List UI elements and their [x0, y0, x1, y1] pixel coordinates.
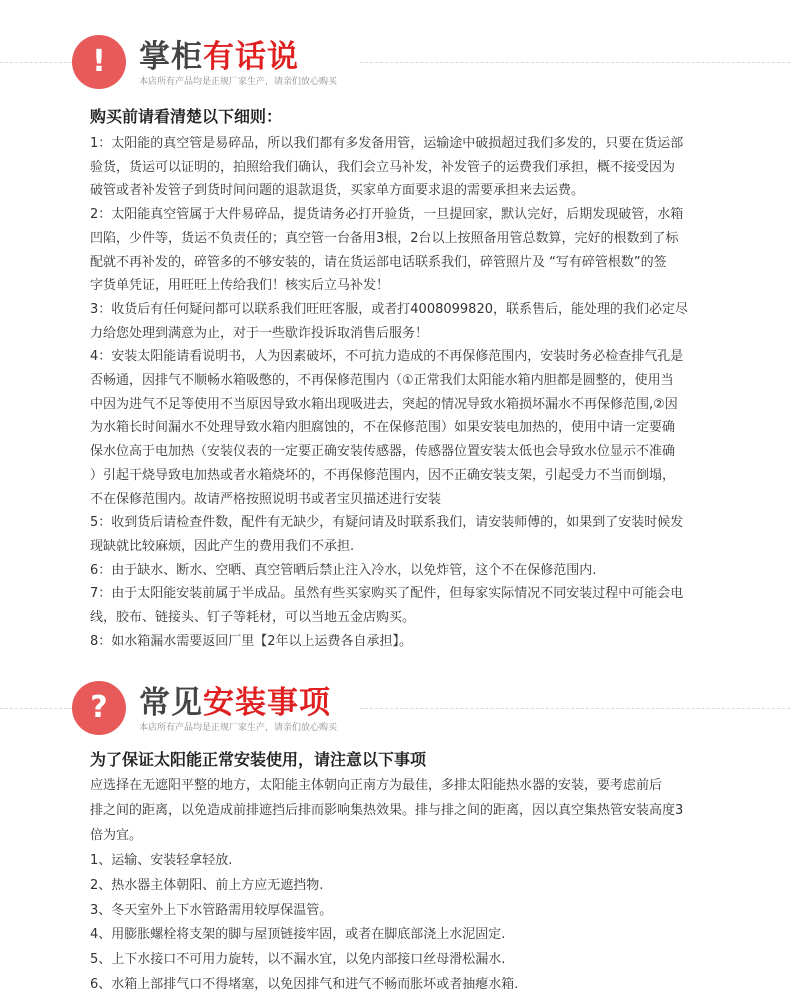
text-line: 现缺就比较麻烦，因此产生的费用我们不承担.	[90, 538, 355, 554]
section-title	[139, 31, 299, 76]
section-title-prefix: 掌柜	[139, 39, 203, 75]
text-line: 破管或者补发管子到货时间问题的退款退货，买家单方面要求退的需要承担来去运费。	[90, 183, 585, 199]
section-title-highlight: 安装事项	[203, 685, 331, 721]
notice-subtitle: 购买前请看清楚以下细则：	[90, 107, 283, 126]
section-title-highlight: 有话说	[203, 39, 299, 75]
text-line: 验货，货运可以证明的，拍照给我们确认，我们会立马补发，补发管子的运费我们承担，概不接受因为	[90, 159, 676, 175]
text-line: 排之间的距离，以免造成前排遮挡后排而影响集热效果。排与排之间的距离，因以真空集热管安装高度3	[90, 802, 684, 818]
text-line: 字货单凭证，用旺旺上传给我们！核实后立马补发！	[90, 278, 390, 294]
text-line: 力给您处理到满意为止，对于一些歇诈投诉取消售后服务！	[90, 325, 429, 341]
text-line: 8：如水箱漏水需要返回厂里【2年以上运费各自承担】。	[90, 633, 413, 649]
divider-left	[0, 62, 72, 63]
section-subline: 本店所有产品均是正规厂家生产，请亲们放心购买	[139, 77, 338, 87]
text-line: 6、水箱上部排气口不得堵塞，以免因排气和进气不畅而胀坏或者抽瘪水箱.	[90, 977, 519, 993]
question-icon: ?	[72, 681, 126, 735]
divider-right	[360, 62, 790, 63]
divider-right	[360, 708, 790, 709]
text-line: 中因为进气不足等使用不当原因导致水箱出现吸进去，突起的情况导致水箱损坏漏水不再保修范围,②因	[90, 396, 678, 412]
text-line: 保水位高于电加热（安装仪表的一定要正确安装传感器，传感器位置安装太低也会导致水位显示不准确	[90, 444, 676, 460]
section-title-prefix: 常见	[139, 685, 203, 721]
text-line: 配就不再补发的，碎管多的不够安装的，请在货运部电话联系我们，碎管照片及 “写有碎管根数”的签	[90, 254, 667, 270]
text-line: 6：由于缺水、断水、空晒、真空管晒后禁止注入冷水，以免炸管，这个不在保修范围内.	[90, 562, 597, 578]
text-line: 不在保修范围内。故请严格按照说明书或者宝贝描述进行安装	[90, 491, 442, 507]
section-title	[139, 677, 331, 722]
text-line: 线，胶布、链接头、钉子等耗材，可以当地五金店购买。	[90, 610, 416, 625]
text-line: 7：由于太阳能安装前属于半成品。虽然有些买家购买了配件，但每家实际情况不同安装过程中可能会电	[90, 586, 684, 602]
install-subtitle: 为了保证太阳能正常安装使用，请注意以下事项	[90, 750, 427, 769]
text-line: 2：太阳能真空管属于大件易碎品，提货请务必打开验货，一旦提回家，默认完好，后期发现破管，水箱	[90, 207, 684, 223]
text-line: 1、运输、安装轻拿轻放.	[90, 852, 233, 868]
text-line: 4：安装太阳能请看说明书，人为因素破坏，不可抗力造成的不再保修范围内，安装时务必检查排气孔是	[90, 349, 684, 365]
section-header-install	[0, 674, 790, 744]
section-header-notice	[0, 28, 790, 98]
text-line: 4、用膨胀螺栓将支架的脚与屋顶链接牢固，或者在脚底部浇上水泥固定.	[90, 927, 506, 943]
divider-left	[0, 708, 72, 709]
text-line: 应选择在无遮阳平整的地方，太阳能主体朝向正南方为最佳，多排太阳能热水器的安装，要考虑前后	[90, 778, 663, 793]
text-line: ）引起干烧导致电加热或者水箱烧坏的，不再保修范围内，因不正确安装支架，引起受力不当而倒塌，	[90, 467, 676, 483]
exclamation-icon: !	[72, 35, 126, 89]
text-line: 2、热水器主体朝阳、前上方应无遮挡物.	[90, 877, 324, 893]
text-line: 为水箱长时间漏水不处理导致水箱内胆腐蚀的，不在保修范围）如果安装电加热的，使用中请一定要确	[90, 420, 676, 436]
section-subline: 本店所有产品均是正规厂家生产，请亲们放心购买	[139, 723, 338, 733]
text-line: 3、冬天室外上下水管路需用较厚保温管。	[90, 902, 333, 918]
text-line: 3：收货后有任何疑问都可以联系我们旺旺客服，或者打4008099820，联系售后，能处理的我们必定尽	[90, 301, 688, 317]
text-line: 1：太阳能的真空管是易碎品，所以我们都有多发备用管，运输途中破损超过我们多发的，只要在货运部	[90, 136, 684, 151]
text-line: 凹陷，少件等，货运不负责任的；真空管一台备用3根，2台以上按照备用管总数算，完好的根数到了标	[90, 230, 679, 246]
text-line: 5：收到货后请检查件数，配件有无缺少，有疑问请及时联系我们，请安装师傅的，如果到了安装时候发	[90, 515, 684, 531]
text-line: 倍为宜。	[90, 827, 143, 843]
text-line: 否畅通，因排气不顺畅水箱吸憋的，不再保修范围内（①正常我们太阳能水箱内胆都是圆整的，使用当	[90, 373, 674, 388]
text-line: 5、上下水接口不可用力旋转，以不漏水宜，以免内部接口丝母滑松漏水.	[90, 952, 506, 968]
